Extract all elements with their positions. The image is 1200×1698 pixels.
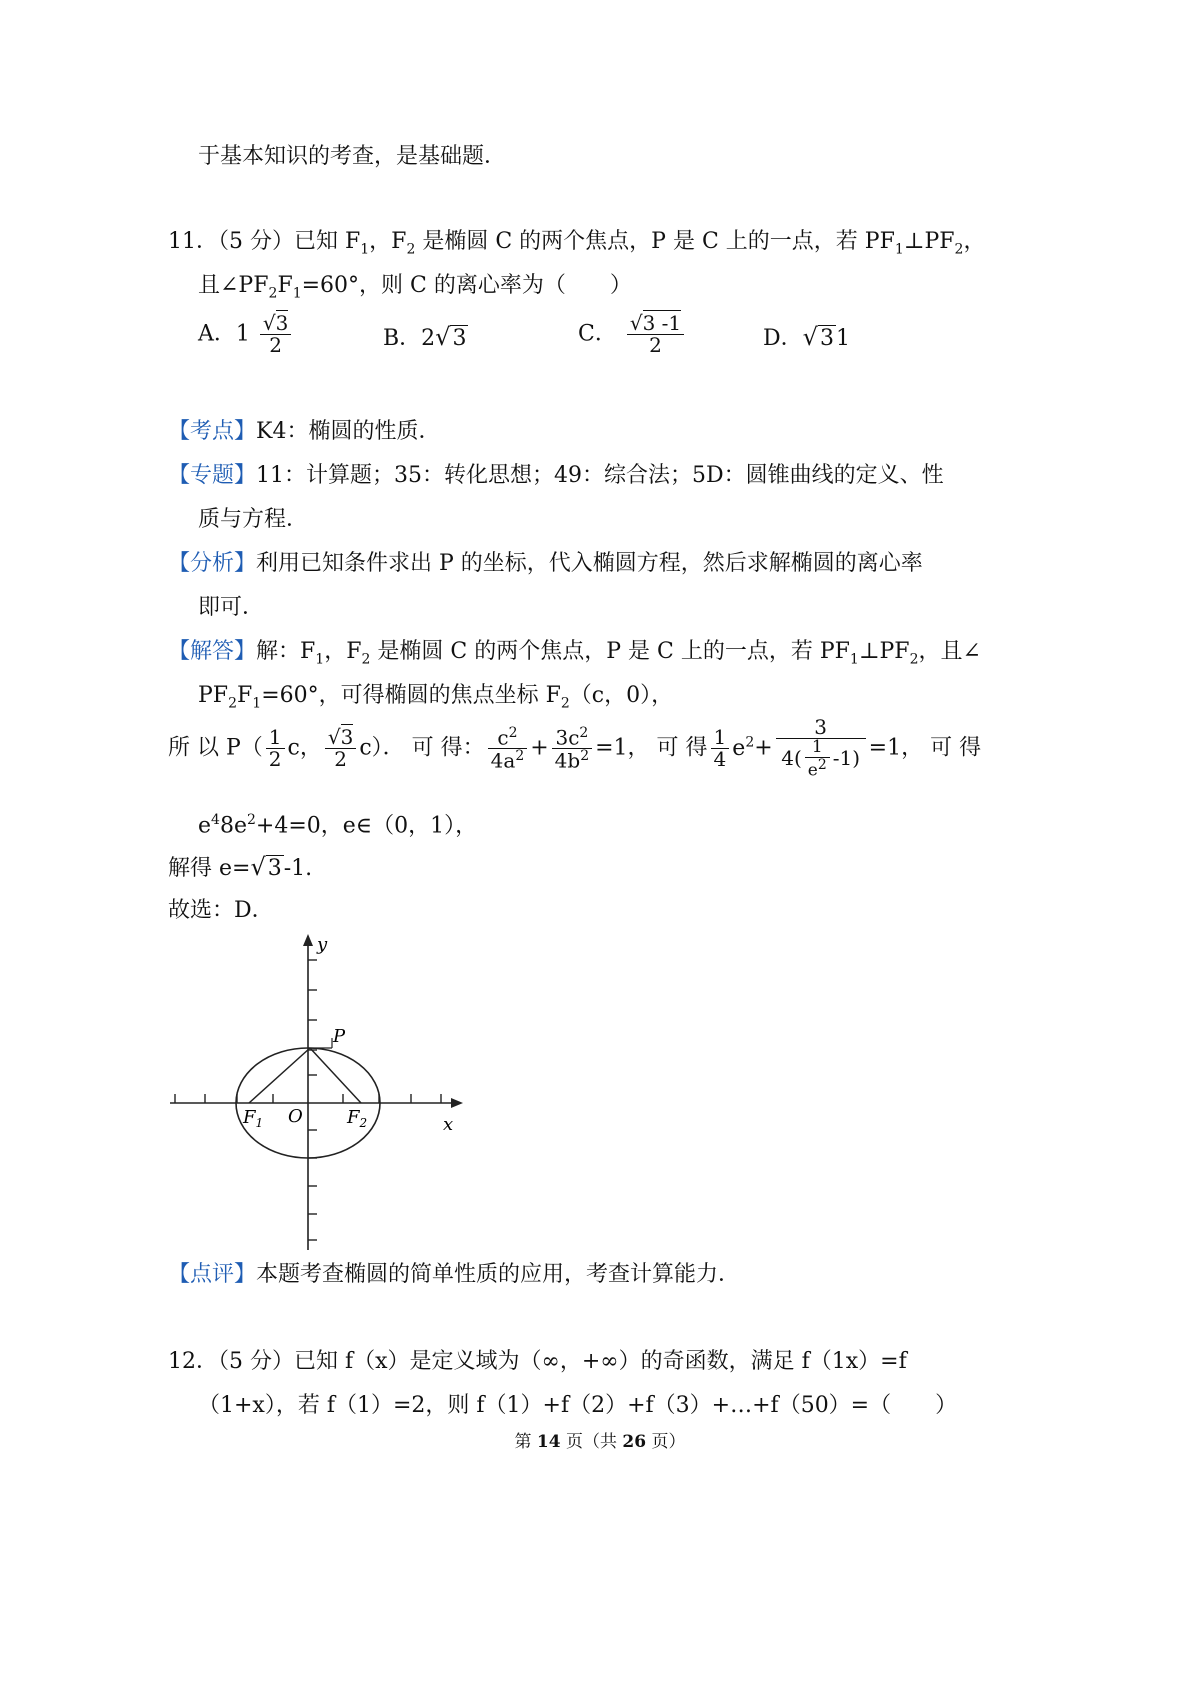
segment-pf2 (310, 1048, 361, 1103)
jieda-line3: 所 以 P（ $\frac{1}{2}$ c， $\frac{√3}{2}$ c）． 可 得： $\frac{c^2}{4a^2}$ + $\frac{3c^2}{4b^2}$ =1， 可 得 $\frac{1}{4}$ $e^2+$ 3 4( $\frac{1}{e^2}$ -1) =1， 可 得 (168, 715, 982, 781)
q11-line2: 且$\angle PF_2F_1=60^\circ$，则 C 的离心率为（ ） (198, 273, 632, 302)
segment-pf1 (249, 1048, 310, 1103)
zhuanti-line2: 质与方程． (198, 507, 309, 532)
page-total: 26 (622, 1432, 647, 1452)
jieda-line6: 故选：D． (168, 898, 274, 923)
zhuanti-line: 【专题】11：计算题；35：转化思想；49：综合法；5D：圆锥曲线的定义、性 (168, 463, 944, 488)
zhuanti-tag: 【专题】 (168, 463, 257, 488)
o-label: O (288, 1106, 303, 1127)
jieda-line1: 【解答】解：$F_1$，$F_2$ 是椭圆 C 的两个焦点，P 是 C 上的一点，若 $PF_1\perp PF_2$，且∠ (168, 639, 981, 668)
q12-line1: 12．（5 分）已知 f（x）是定义域为（∞，+∞）的奇函数，满足 f（1x）=f (168, 1349, 907, 1374)
p-label: P (333, 1026, 346, 1047)
f2-label: $F_2$ (347, 1107, 368, 1130)
ellipse-figure (165, 930, 475, 1255)
y-axis-arrow (303, 934, 313, 946)
kaodian-line: 【考点】K4：椭圆的性质． (168, 419, 441, 444)
fenxi-line2: 即可． (198, 595, 265, 620)
dianping-tag: 【点评】 (168, 1262, 257, 1287)
q12-line2: （1+x），若 f（1）=2，则 f（1）+f（2）+f（3）+…+f（50）=（ ） (198, 1393, 958, 1418)
q11-line1: 11．（5 分）已知 $F_1$，$F_2$ 是椭圆 C 的两个焦点，P 是 C 上的一点，若 $PF_1\perp PF_2$， (168, 229, 986, 258)
jieda-line4: $e^48e^2+4=0$，e∈（0，1）， (198, 812, 478, 839)
q11-option-d: D．√31 (763, 323, 850, 351)
page-number: 14 (536, 1432, 561, 1452)
q11-option-c: C． $\frac{√3 -1}{2}$ (578, 313, 687, 356)
intro-line: 于基本知识的考查，是基础题． (198, 144, 507, 169)
jieda-line5: 解得 e=√3-1. (168, 853, 313, 881)
q11-option-a: A．1 $\frac{√3}{2}$ (198, 313, 294, 356)
page-footer: 第 14 页（共 26 页） (514, 1432, 686, 1452)
kaodian-tag: 【考点】 (168, 419, 257, 444)
fenxi-line: 【分析】利用已知条件求出 P 的坐标，代入椭圆方程，然后求解椭圆的离心率 (168, 551, 923, 576)
x-axis-arrow (451, 1098, 463, 1108)
dianping-line: 【点评】本题考查椭圆的简单性质的应用，考查计算能力． (168, 1262, 741, 1287)
f1-label: $F_1$ (243, 1107, 264, 1130)
y-label: y (317, 934, 328, 955)
q11-option-b: B．2√3 (383, 323, 467, 351)
y-ticks (308, 960, 317, 1240)
jieda-line2: $PF_2F_1=60^\circ$，可得椭圆的焦点坐标 $F_2(c$，0）， (198, 683, 674, 712)
fenxi-tag: 【分析】 (168, 551, 257, 576)
x-label: x (443, 1114, 454, 1135)
jieda-tag: 【解答】 (168, 639, 257, 664)
